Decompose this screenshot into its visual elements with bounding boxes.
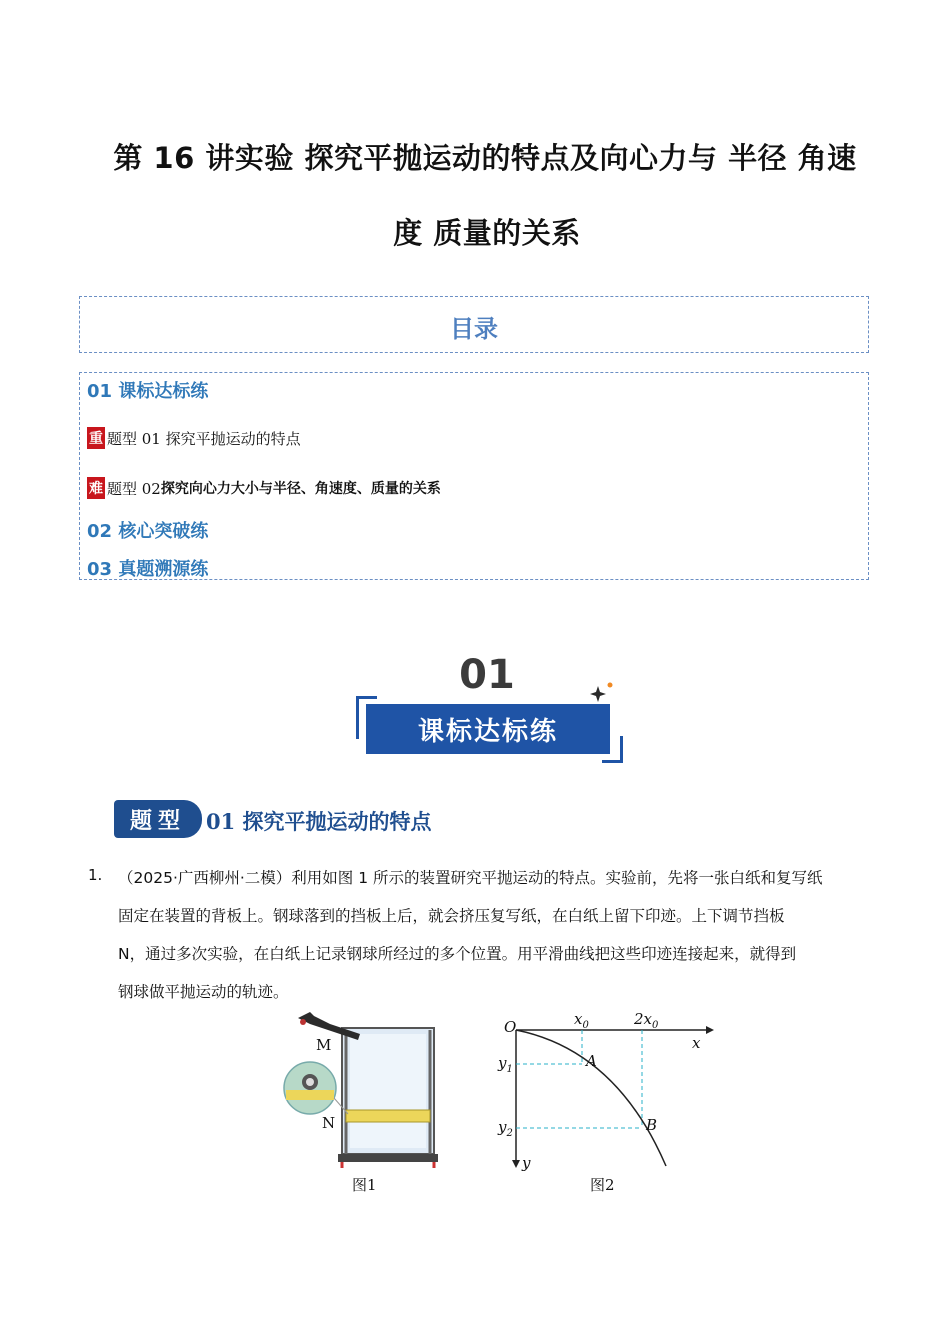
fig1-label-m: M	[316, 1036, 332, 1054]
fig2-y-axis-label: y	[522, 1154, 531, 1172]
toc-subitem-01[interactable]	[87, 427, 301, 449]
toc-subitem-02[interactable]	[87, 477, 441, 499]
difficult-tag-icon: 难	[87, 477, 105, 499]
fig2-origin-label: O	[504, 1018, 517, 1036]
fig2-y2-label: $y_2$	[498, 1118, 513, 1139]
question-type-banner	[114, 800, 714, 838]
fig2-caption: 图2	[590, 1176, 615, 1194]
question-text-line: 固定在装置的背板上。钢球落到的挡板上后，就会挤压复写纸，在白纸上留下印迹。上下调节挡板	[118, 907, 785, 925]
fig1-label-n: N	[322, 1114, 336, 1132]
key-tag-icon: 重	[87, 427, 105, 449]
toc-subitem-text: 题型 01 探究平抛运动的特点	[107, 429, 301, 448]
fig1-caption: 图1	[352, 1176, 377, 1194]
fig2-y1-label: $y_1$	[498, 1054, 513, 1075]
section-number: 01	[459, 652, 515, 698]
fig2-x-axis-label: x	[692, 1034, 701, 1052]
question-text-line: 钢球做平抛运动的轨迹。	[118, 983, 289, 1001]
question-number: 1.	[88, 866, 103, 884]
fig2-trajectory-graph	[506, 1010, 716, 1180]
question-type-badge: 题型	[114, 800, 202, 838]
toc-section-02[interactable]: 02 核心突破练	[87, 521, 209, 542]
question-text-line: （2025·广西柳州·二模）利用如图 1 所示的装置研究平抛运动的特点。实验前，先将一张白纸和复写纸	[118, 869, 823, 887]
toc-heading: 目录	[450, 315, 498, 343]
toc-heading-box	[79, 296, 869, 353]
question-text-line: N，通过多次实验，在白纸上记录钢球所经过的多个位置。用平滑曲线把这些印迹连接起来，就得到	[118, 945, 797, 963]
fig2-point-a: A	[586, 1052, 597, 1070]
section-label: 课标达标练	[366, 704, 610, 754]
toc-section-01[interactable]: 01 课标达标练	[87, 381, 209, 402]
page-title-line-2: 度 质量的关系	[393, 216, 581, 250]
fig2-point-b: B	[646, 1116, 658, 1134]
figure-area	[280, 1010, 730, 1200]
toc-subitem-prefix: 题型 02	[107, 479, 161, 498]
fig2-x0-label: $x_0$	[574, 1010, 589, 1031]
sparkle-icon	[588, 680, 616, 702]
fig1-apparatus-image	[280, 1010, 450, 1170]
page-title-line-1: 第 16 讲实验 探究平抛运动的特点及向心力与 半径 角速	[113, 141, 857, 175]
toc-section-03[interactable]: 03 真题溯源练	[87, 559, 209, 580]
question-type-title: 01 探究平抛运动的特点	[206, 809, 432, 834]
toc-subitem-text: 探究向心力大小与半径、角速度、质量的关系	[160, 481, 441, 497]
fig2-2x0-label: $2x_0$	[634, 1010, 659, 1031]
toc-list-box	[79, 372, 869, 580]
section-banner	[352, 652, 624, 764]
